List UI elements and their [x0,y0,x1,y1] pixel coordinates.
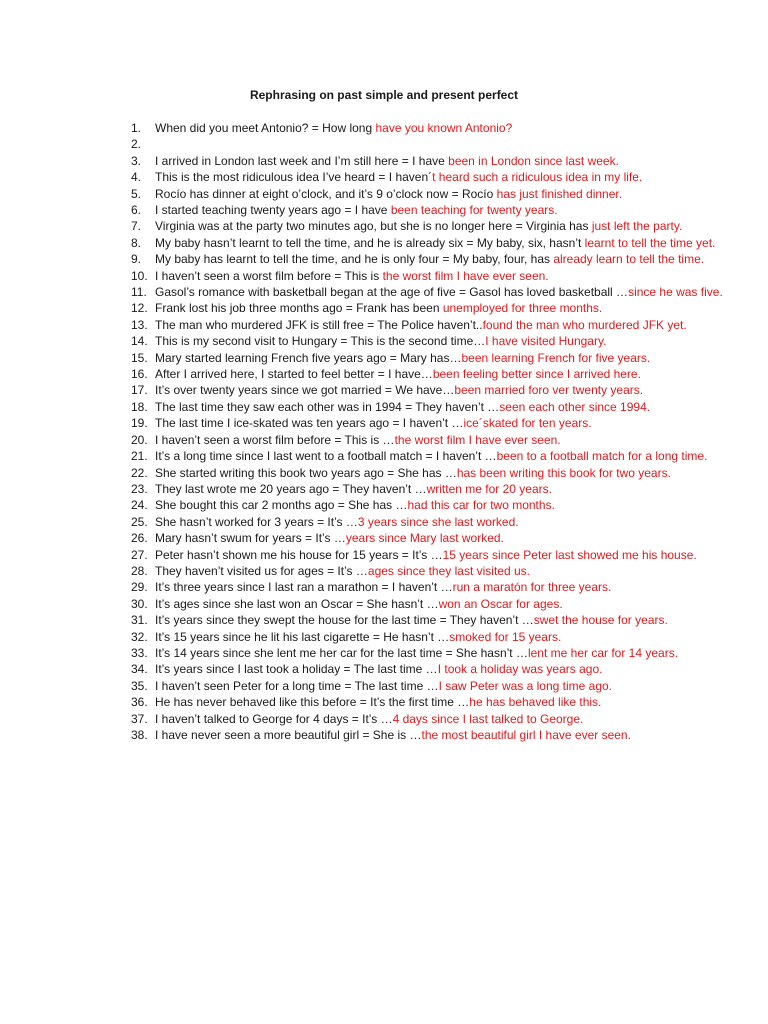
item-prompt: She bought this car 2 months ago = She has … [155,498,408,513]
item-number: 5. [131,186,142,201]
item-number: 17. [131,383,148,398]
exercise-item [0,596,768,612]
exercise-item [0,268,768,284]
exercise-item [0,120,768,136]
exercise-item [0,530,768,546]
item-answer: already learn to tell the time. [553,252,705,267]
exercise-item [0,465,768,481]
exercise-item [0,235,768,251]
item-answer: been learning French for five years. [461,350,651,365]
item-number: 26. [131,531,148,546]
item-number: 35. [131,678,148,693]
item-number: 8. [131,235,142,250]
item-prompt: Rocío has dinner at eight o’clock, and it’s 9 o’clock now = Rocío [155,186,497,201]
item-body [155,465,745,481]
item-prompt: The man who murdered JFK is still free = The Police haven’t.. [155,317,483,332]
item-body [155,415,745,431]
exercise-item [0,382,768,398]
item-body [155,497,745,513]
item-number: 25. [131,514,148,529]
item-body [155,153,745,169]
item-number: 15. [131,350,148,365]
exercise-item [0,284,768,300]
item-number: 38. [131,728,148,743]
item-answer: run a maratón for three years. [452,580,612,595]
item-prompt: This is the most ridiculous idea I’ve heard = I haven´ [155,170,433,185]
item-answer: 15 years since Peter last showed me his house. [442,547,697,562]
item-number: 20. [131,432,148,447]
item-number: 2. [131,137,142,152]
item-body [155,448,745,464]
exercise-item [0,350,768,366]
item-number: 33. [131,645,148,660]
exercise-item [0,694,768,710]
item-body [155,399,745,415]
item-prompt: When did you meet Antonio? = How long [155,121,376,135]
item-number: 12. [131,301,148,316]
item-number: 23. [131,481,148,496]
item-answer: been to a football match for a long time. [496,449,708,464]
item-body [155,202,745,218]
item-answer: unemployed for three months. [442,301,603,316]
item-number: 6. [131,203,142,218]
item-answer: learnt to tell the time yet. [584,235,716,250]
item-answer: just left the party. [591,219,683,234]
item-body [155,186,745,202]
item-answer: found the man who murdered JFK yet. [482,317,687,332]
item-prompt: Mary hasn’t swum for years = It’s … [155,531,346,546]
exercise-item [0,136,768,152]
item-answer: swet the house for years. [533,613,668,628]
item-prompt: I started teaching twenty years ago = I have [155,203,391,218]
item-body [155,694,745,710]
item-answer: have you known Antonio? [375,121,513,135]
item-prompt: They haven’t visited us for ages = It’s … [155,563,368,578]
item-body [155,366,745,382]
exercise-item [0,514,768,530]
item-answer: lent me her car for 14 years. [527,645,679,660]
exercise-item [0,612,768,628]
item-body [155,547,745,563]
exercise-item [0,629,768,645]
item-prompt: I arrived in London last week and I’m still here = I have [155,153,449,168]
item-body [155,251,745,267]
item-prompt: They last wrote me 20 years ago = They haven’t … [155,481,427,496]
exercise-item [0,661,768,677]
item-answer: 3 years since she last worked. [357,514,519,529]
item-answer: the worst film I have ever seen. [394,432,561,447]
item-prompt: I haven’t talked to George for 4 days = It’s … [155,711,393,726]
item-body [155,661,745,677]
item-prompt: The last time I ice-skated was ten years ago = I haven’t … [155,416,464,431]
item-answer: I have visited Hungary. [485,334,607,349]
exercise-item [0,251,768,267]
item-number: 18. [131,399,148,414]
exercise-item [0,186,768,202]
exercise-item [0,317,768,333]
item-body [155,514,745,530]
exercise-item [0,711,768,727]
exercise-item [0,399,768,415]
exercise-item [0,218,768,234]
item-number: 28. [131,563,148,578]
item-number: 30. [131,596,148,611]
item-answer: ages since they last visited us. [367,563,530,578]
item-body [155,432,745,448]
item-prompt: She started writing this book two years ago = She has … [155,465,457,480]
exercise-item [0,727,768,743]
item-prompt: He has never behaved like this before = It’s the first time … [155,695,470,710]
item-answer: the most beautiful girl I have ever seen. [421,728,631,743]
item-body [155,481,745,497]
item-number: 11. [131,285,147,300]
exercise-item [0,645,768,661]
item-number: 32. [131,629,148,644]
exercise-item [0,432,768,448]
item-prompt: Frank lost his job three months ago = Frank has been [155,301,443,316]
item-body [155,317,745,333]
item-prompt: It’s three years since I last ran a marathon = I haven’t … [155,580,453,595]
item-number: 19. [131,416,148,431]
item-number: 21. [131,449,148,464]
item-prompt: Gasol’s romance with basketball began at the age of five = Gasol has loved basketball … [155,285,629,300]
item-number: 31. [131,613,148,628]
item-prompt: My baby has learnt to tell the time, and he is only four = My baby, four, has [155,252,554,267]
item-prompt: My baby hasn’t learnt to tell the time, and he is already six = My baby, six, hasn’t [155,235,585,250]
exercise-item [0,563,768,579]
exercise-item [0,366,768,382]
exercise-item [0,169,768,185]
item-body [155,333,745,349]
item-number: 10. [131,268,148,283]
item-prompt: After I arrived here, I started to feel better = I have… [155,367,433,382]
item-body [155,563,745,579]
item-prompt: It’s 15 years since he lit his last cigarette = He hasn’t … [155,629,450,644]
item-number: 37. [131,711,148,726]
item-prompt: Mary started learning French five years ago = Mary has… [155,350,462,365]
item-number: 29. [131,580,148,595]
exercise-item [0,202,768,218]
item-prompt: The last time they saw each other was in 1994 = They haven’t … [155,399,500,414]
item-number: 34. [131,662,148,677]
item-answer: I saw Peter was a long time ago. [438,678,613,693]
item-number: 7. [131,219,142,234]
exercise-item [0,448,768,464]
item-answer: he has behaved like this. [469,695,602,710]
item-prompt: I haven’t seen Peter for a long time = The last time … [155,678,439,693]
item-number: 3. [131,153,142,168]
item-answer: years since Mary last worked. [345,531,504,546]
item-body [155,382,745,398]
document-title: Rephrasing on past simple and present perfect [249,88,519,102]
item-prompt: It’s over twenty years since we got married = We have… [155,383,455,398]
item-number: 16. [131,367,148,382]
exercise-item [0,153,768,169]
exercise-item [0,547,768,563]
item-number: 4. [131,170,142,185]
item-number: 24. [131,498,148,513]
item-body [155,596,745,612]
item-answer: t heard such a ridiculous idea in my life. [432,170,643,185]
item-body [155,530,745,546]
item-prompt: Virginia was at the party two minutes ago, but she is no longer here = Virginia has [155,219,592,234]
item-answer: won an Oscar for ages. [438,596,563,611]
item-body [155,612,745,628]
item-answer: the worst film I have ever seen. [382,268,549,283]
item-answer: been feeling better since I arrived here. [432,367,641,382]
item-prompt: I haven’t seen a worst film before = This is [155,268,383,283]
exercise-list [0,120,768,743]
exercise-item [0,333,768,349]
item-body [155,350,745,366]
item-body [155,678,745,694]
item-body [155,284,745,300]
item-body [155,629,745,645]
item-answer: written me for 20 years. [426,481,552,496]
item-answer: seen each other since 1994. [499,399,651,414]
item-answer: had this car for two months. [407,498,555,513]
item-body [155,579,745,595]
item-prompt: It’s years since I last took a holiday = The last time … [155,662,438,677]
exercise-item [0,415,768,431]
exercise-item [0,579,768,595]
item-number: 1. [131,121,142,135]
item-body [155,218,745,234]
item-prompt: I haven’t seen a worst film before = This is … [155,432,395,447]
exercise-item [0,300,768,316]
exercise-item [0,497,768,513]
item-answer: 4 days since I last talked to George. [392,711,584,726]
item-prompt: This is my second visit to Hungary = This is the second time… [155,334,486,349]
item-answer: has been writing this book for two years. [456,465,671,480]
item-answer: I took a holiday was years ago. [437,662,603,677]
item-prompt: She hasn’t worked for 3 years = It’s … [155,514,358,529]
item-number: 22. [131,465,148,480]
item-number: 27. [131,547,148,562]
item-answer: been married foro ver twenty years. [454,383,644,398]
item-body [155,120,745,136]
item-answer: has just finished dinner. [496,186,623,201]
item-number: 14. [131,334,148,349]
item-body [155,645,745,661]
item-body [155,268,745,284]
exercise-item [0,678,768,694]
item-body [155,727,745,743]
exercise-item [0,481,768,497]
item-answer: been teaching for twenty years. [390,203,558,218]
item-prompt: It’s ages since she last won an Oscar = She hasn’t … [155,596,439,611]
item-answer: smoked for 15 years. [449,629,562,644]
item-answer: ice´skated for ten years. [463,416,592,431]
item-prompt: I have never seen a more beautiful girl = She is … [155,728,422,743]
item-prompt: It’s a long time since I last went to a football match = I haven’t … [155,449,497,464]
item-number: 13. [131,317,148,332]
item-number: 36. [131,695,148,710]
item-answer: since he was five. [628,285,723,300]
item-body [155,235,745,251]
item-answer: been in London since last week. [448,153,619,168]
item-body [155,169,745,185]
item-prompt: It’s 14 years since she lent me her car for the last time = She hasn’t … [155,645,528,660]
item-body [155,300,745,316]
item-prompt: Peter hasn’t shown me his house for 15 years = It’s … [155,547,443,562]
item-number: 9. [131,252,142,267]
item-body [155,711,745,727]
item-prompt: It’s years since they swept the house for the last time = They haven’t … [155,613,534,628]
